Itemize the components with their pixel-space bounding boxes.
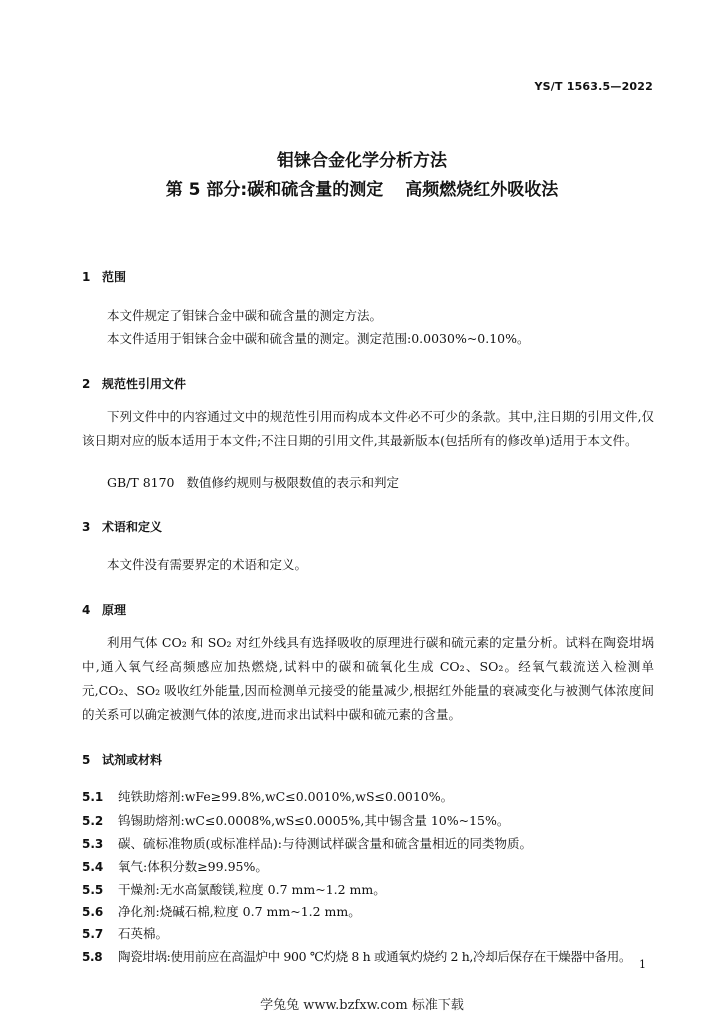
subtitle-method: 高频燃烧红外吸收法 [405,180,559,200]
list-item [82,787,453,805]
subtitle-part: 第 5 部分:碳和硫含量的测定 [165,180,384,200]
section-heading-terms [82,518,162,535]
item-text: 陶瓷坩埚:使用前应在高温炉中 900 ℃灼烧 8 h 或通氧灼烧约 2 h,冷却后保存在干燥器中备用。 [118,949,631,964]
list-item [82,880,386,898]
paragraph: 下列文件中的内容通过文中的规范性引用而构成本文件必不可少的条款。其中,注日期的引用文件,仅该日期对应的版本适用于本文件;不注日期的引用文件,其最新版本(包括所有的修改单)适用于本文件。 [82,409,654,448]
section-heading-scope [82,268,126,285]
item-text: 净化剂:烧碱石棉,粒度 0.7 mm~1.2 mm。 [118,904,361,919]
section-heading-principle [82,601,126,618]
item-number: 5.5 [82,883,104,897]
item-text: 石英棉。 [118,926,169,941]
item-number: 5.4 [82,860,104,874]
paragraph: 本文件规定了钼铼合金中碳和硫含量的测定方法。 [107,308,383,323]
section-title: 术语和定义 [102,520,163,534]
item-text: 碳、硫标准物质(或标准样品):与待测试样碳含量和硫含量相近的同类物质。 [118,836,532,851]
item-number: 5.8 [82,950,103,964]
list-item [82,834,532,852]
document-title: 钼铼合金化学分析方法 [277,151,447,171]
section-title: 规范性引用文件 [102,377,187,391]
item-number: 5.6 [82,905,104,919]
item-number: 5.2 [82,814,104,828]
section-number: 2 [82,377,91,391]
paragraph: 本文件适用于钼铼合金中碳和硫含量的测定。测定范围:0.0030%~0.10%。 [107,331,530,346]
section-title: 试剂或材料 [102,753,163,767]
list-item [82,947,631,965]
paragraph: 本文件没有需要界定的术语和定义。 [107,557,308,572]
item-number: 5.7 [82,927,104,941]
section-number: 5 [82,753,91,767]
standard-number: YS/T 1563.5—2022 [534,80,653,93]
reference-title: 数值修约规则与极限数值的表示和判定 [186,475,399,490]
section-title: 范围 [102,270,127,284]
document-subtitle [0,175,724,200]
section-heading-normative-references [82,375,186,392]
reference-code: GB/T 8170 [107,475,175,490]
item-number: 5.3 [82,837,104,851]
item-number: 5.1 [82,790,104,804]
list-item [82,811,509,829]
section-number: 4 [82,603,91,617]
section-heading-reagents [82,751,162,768]
section-title: 原理 [102,603,127,617]
list-item [82,924,168,942]
item-text: 氧气:体积分数≥99.95%。 [118,859,268,874]
item-text: 钨锡助熔剂:wC≤0.0008%,wS≤0.0005%,其中锡含量 10%~15%。 [118,813,510,828]
reference-entry [82,471,654,495]
item-text: 纯铁助熔剂:wFe≥99.8%,wC≤0.0010%,wS≤0.0010%。 [118,789,454,804]
section-number: 1 [82,270,91,284]
footer-watermark: 学兔兔 www.bzfxw.com 标准下载 [260,998,464,1013]
list-item [82,857,268,875]
item-text: 干燥剂:无水高氯酸镁,粒度 0.7 mm~1.2 mm。 [118,882,386,897]
page-number: 1 [639,958,646,971]
paragraph: 利用气体 CO₂ 和 SO₂ 对红外线具有选择吸收的原理进行碳和硫元素的定量分析。试料在陶瓷坩埚中,通入氧气经高频感应加热燃烧,试料中的碳和硫氧化生成 CO₂、SO₂。经氧气载流送入检测单元,CO₂、SO₂ 吸收红外能量,因而检测单元接受的能量减少,根据红外能量的衰减变化与被测气体浓度间的关系可以确定被测气体的浓度,进而求出试料中碳和硫元素的含量。 [82,635,654,722]
list-item [82,902,361,920]
section-number: 3 [82,520,91,534]
